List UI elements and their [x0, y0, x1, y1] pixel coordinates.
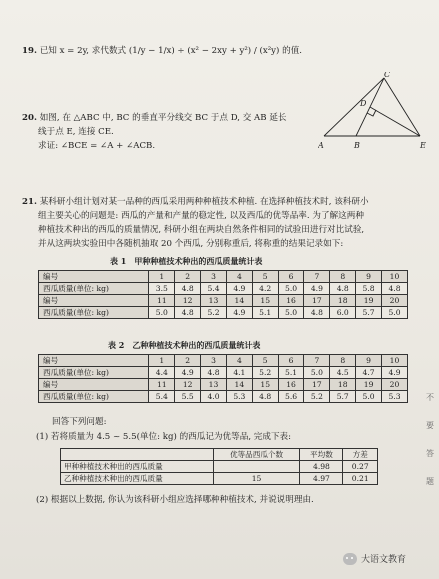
segment-AC — [324, 78, 384, 136]
table2-caption: 表 2 乙种种植技术种出的西瓜质量统计表 — [108, 340, 261, 350]
q21-para-3: 种植技术种出的西瓜的质量情况, 科研小组在两块自然条件相同的试验田进行对比试验, — [38, 225, 365, 235]
table1-row-idx-a: 编号 1 2 3 4 5 6 7 8 9 10 — [39, 271, 408, 283]
table2-row-idx-b: 编号 11 12 13 14 15 16 17 18 19 20 — [39, 379, 408, 391]
label-C: C — [384, 72, 391, 79]
answer-table — [60, 448, 378, 485]
answer-table-header: 优等品西瓜个数 平均数 方差 — [61, 449, 378, 461]
label-E: E — [420, 141, 426, 150]
side-mark-2: 要 — [426, 421, 434, 430]
q20-number: 20. — [22, 113, 37, 123]
watermark-text: 大语文教育 — [361, 555, 407, 565]
wechat-icon — [343, 553, 357, 565]
label-D: D — [360, 99, 367, 108]
answer-table-row-jia: 甲种种植技术种出的西瓜质量 4.98 0.27 — [61, 461, 378, 473]
table1-label: 编号 — [39, 271, 149, 283]
answer-table-row-yi: 乙种种植技术种出的西瓜质量 15 4.97 0.21 — [61, 473, 378, 485]
q19-text: 已知 x = 2y, 求代数式 — [39, 46, 127, 56]
part1-text: (1) 若将质量为 4.5 ~ 5.5(单位: kg) 的西瓜记为优等品, 完成下表: — [36, 432, 292, 442]
q20-line3: 求证: ∠BCE = ∠A + ∠ACB. — [38, 141, 156, 151]
answer-prompt: 回答下列问题: — [52, 417, 107, 427]
side-mark-3: 答 — [426, 449, 434, 458]
watermark — [343, 552, 406, 565]
q19-number: 19. — [22, 46, 37, 56]
side-mark-4: 题 — [426, 477, 434, 486]
table2 — [38, 354, 408, 403]
table1 — [38, 270, 408, 319]
table1-row-idx-b: 编号 11 12 13 14 15 16 17 18 19 20 — [39, 295, 408, 307]
table2-row-mass-b: 西瓜质量(单位: kg) 5.4 5.5 4.0 5.3 4.8 5.6 5.2 5.7 5.0 5.3 — [39, 391, 408, 403]
table1-row-mass-a: 西瓜质量(单位: kg) 3.5 4.8 5.4 4.9 4.2 5.0 4.9 4.8 5.8 4.8 — [39, 283, 408, 295]
q20-line1 — [22, 112, 287, 125]
q20-line2: 线于点 E, 连接 CE. — [38, 127, 114, 137]
part2-text: (2) 根据以上数据, 你认为该科研小组应选择哪种种植技术, 并说说明理由. — [36, 495, 314, 505]
segment-CE — [384, 78, 420, 136]
q19-text-post: 的值. — [282, 46, 303, 56]
perpendicular-DE — [370, 107, 420, 136]
table2-row-mass-a: 西瓜质量(单位: kg) 4.4 4.9 4.8 4.1 5.2 5.1 5.0 4.5 4.7 4.9 — [39, 367, 408, 379]
answer-blank[interactable] — [213, 461, 300, 473]
side-mark-1: 不 — [426, 393, 434, 402]
q21-para-2: 组主要关心的问题是: 西瓜的产量和产量的稳定性, 以及西瓜的优等品率. 为了解这两种 — [38, 211, 364, 221]
table2-row-idx-a: 编号 1 2 3 4 5 6 7 8 9 10 — [39, 355, 408, 367]
q21-line1 — [22, 196, 369, 209]
label-A: A — [318, 141, 324, 150]
triangle-figure — [318, 72, 428, 154]
q21-para-4: 并从这两块实验田中各随机抽取 20 个西瓜, 分别称重后, 将称重的结果记录如下: — [38, 239, 344, 249]
q19-expr-right: ÷ (x² − 2xy + y²) / (x²y) — [177, 46, 280, 56]
q21-number: 21. — [22, 197, 37, 207]
label-B: B — [354, 141, 360, 150]
table1-row-mass-b: 西瓜质量(单位: kg) 5.0 4.8 5.2 4.9 5.1 5.0 4.8 6.0 5.7 5.0 — [39, 307, 408, 319]
q20-text1: 如图, 在 △ABC 中, BC 的垂直平分线交 BC 于点 D, 交 AB 延长 — [39, 113, 287, 123]
q19-expr-left: (1/y − 1/x) — [128, 46, 175, 56]
q19 — [22, 45, 302, 58]
table1-caption: 表 1 甲种种植技术种出的西瓜质量统计表 — [110, 256, 263, 266]
q21-para-1: 某科研小组计划对某一品种的西瓜采用两种种植技术种植. 在选择种植技术时, 该科研小 — [39, 197, 369, 207]
